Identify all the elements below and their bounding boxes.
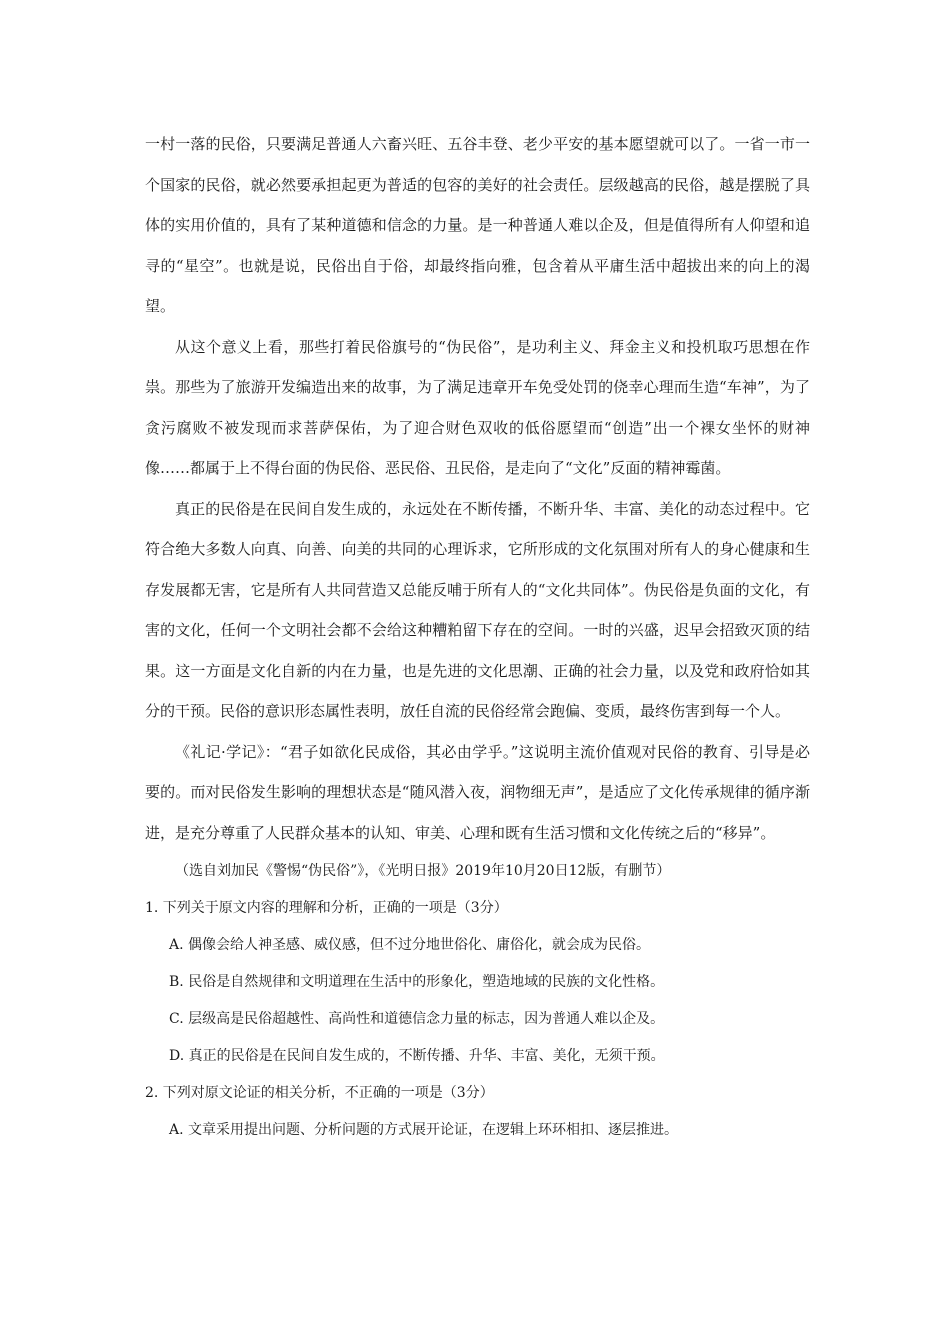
option-b: B. 民俗是自然规律和文明道理在生活中的形象化，塑造地域的民族的文化性格。 bbox=[169, 974, 665, 990]
question-2 bbox=[145, 1075, 810, 1149]
exam-page bbox=[145, 124, 810, 1149]
source-citation: （选自刘加民《警惕“伪民俗”》，《光明日报》2019年10月20日12版，有删节） bbox=[175, 863, 671, 879]
question-1 bbox=[145, 890, 810, 1075]
option-a: A. 偶像会给人神圣感、威仪感，但不过分地世俗化、庸俗化，就会成为民俗。 bbox=[169, 937, 651, 953]
passage-paragraph-4: 《礼记·学记》：“君子如欲化民成俗，其必由学乎。”这说明主流价值观对民俗的教育、引导是必要的。而对民俗发生影响的理想状态是“随风潜入夜，润物细无声”，是适应了文化传承规律的循序渐进，是充分尊重了人民群众基本的认知、审美、心理和既有生活习惯和文化传统之后的“移异”。 bbox=[145, 742, 810, 842]
option-c: C. 层级高是民俗超越性、高尚性和道德信念力量的标志，因为普通人难以企及。 bbox=[169, 1011, 665, 1027]
question-stem: 1. 下列关于原文内容的理解和分析，正确的一项是（3分） bbox=[145, 900, 508, 916]
passage-paragraph-2: 从这个意义上看，那些打着民俗旗号的“伪民俗”，是功利主义、拜金主义和投机取巧思想在作祟。那些为了旅游开发编造出来的故事，为了满足违章开车免受处罚的侥幸心理而生造“车神”，为了贪污腐败不被发现而求菩萨保佑，为了迎合财色双收的低俗愿望而“创造”出一个裸女坐怀的财神像……都属于上不得台面的伪民俗、恶民俗、丑民俗，是走向了“文化”反面的精神霉菌。 bbox=[145, 337, 810, 477]
question-stem: 2. 下列对原文论证的相关分析，不正确的一项是（3分） bbox=[145, 1085, 494, 1101]
option-a: A. 文章采用提出问题、分析问题的方式展开论证，在逻辑上环环相扣、逐层推进。 bbox=[169, 1122, 679, 1138]
passage-paragraph-3: 真正的民俗是在民间自发生成的，永远处在不断传播，不断升华、丰富、美化的动态过程中。它符合绝大多数人向真、向善、向美的共同的心理诉求，它所形成的文化氛围对所有人的身心健康和生存发展都无害，它是所有人共同营造又总能反哺于所有人的“文化共同体”。伪民俗是负面的文化，有害的文化，任何一个文明社会都不会给这种糟粕留下存在的空间。一时的兴盛，迟早会招致灭顶的结果。这一方面是文化自新的内在力量，也是先进的文化思潮、正确的社会力量，以及党和政府恰如其分的干预。民俗的意识形态属性表明，放任自流的民俗经常会跑偏、变质，最终伤害到每一个人。 bbox=[145, 499, 810, 720]
option-d: D. 真正的民俗是在民间自发生成的，不断传播、升华、丰富、美化，无须干预。 bbox=[169, 1048, 665, 1064]
passage-paragraph-1: 一村一落的民俗，只要满足普通人六畜兴旺、五谷丰登、老少平安的基本愿望就可以了。一省一市一个国家的民俗，就必然要承担起更为普适的包容的美好的社会责任。层级越高的民俗，越是摆脱了具体的实用价值的，具有了某种道德和信念的力量。是一种普通人难以企及，但是值得所有人仰望和追寻的“星空”。也就是说，民俗出自于俗，却最终指向雅，包含着从平庸生活中超拔出来的向上的渴望。 bbox=[145, 135, 810, 315]
